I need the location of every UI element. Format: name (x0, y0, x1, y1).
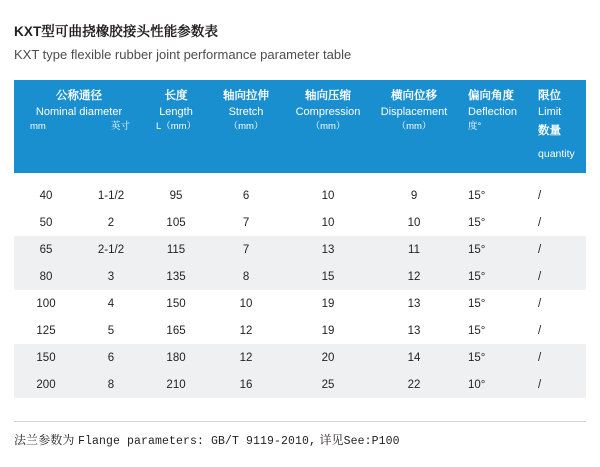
cell-nominal-diameter-mm: 65 (14, 236, 78, 263)
column-header-displacement-en: Displacement (380, 105, 448, 118)
cell-compression: 15 (284, 263, 372, 290)
column-header-limit-en: Limit (538, 105, 562, 118)
cell-displacement: 11 (372, 236, 456, 263)
cell-nominal-diameter-inch: 5 (78, 317, 144, 344)
column-header-compression-unit: （mm） (310, 121, 346, 133)
cell-stretch: 12 (208, 317, 284, 344)
cell-length: 95 (144, 182, 208, 209)
column-header-compression-en: Compression (295, 105, 361, 118)
cell-length: 150 (144, 290, 208, 317)
table-spacer (14, 173, 586, 182)
cell-compression: 10 (284, 182, 372, 209)
footer-note (14, 421, 586, 448)
cell-displacement: 12 (372, 263, 456, 290)
column-header-length-cn: 长度 (164, 90, 188, 103)
cell-limit: / (526, 209, 586, 236)
cell-length: 210 (144, 371, 208, 398)
cell-deflection: 15° (456, 263, 526, 290)
footer-note-page-ref: See:P100 (343, 435, 400, 449)
column-header-deflection-cn: 偏向角度 (468, 90, 515, 103)
cell-nominal-diameter-mm: 100 (14, 290, 78, 317)
cell-limit: / (526, 344, 586, 371)
cell-length: 105 (144, 209, 208, 236)
column-header-stretch-unit: （mm） (228, 121, 264, 133)
column-header-limit (526, 80, 586, 173)
table-header (14, 80, 586, 173)
cell-nominal-diameter-mm: 200 (14, 371, 78, 398)
table-row (14, 290, 586, 317)
cell-limit: / (526, 371, 586, 398)
cell-stretch: 7 (208, 236, 284, 263)
column-header-length (144, 80, 208, 173)
cell-stretch: 6 (208, 182, 284, 209)
column-header-deflection-unit: 度° (468, 121, 482, 133)
cell-deflection: 15° (456, 317, 526, 344)
cell-compression: 19 (284, 317, 372, 344)
cell-nominal-diameter-mm: 125 (14, 317, 78, 344)
table-row (14, 317, 586, 344)
cell-limit: / (526, 290, 586, 317)
cell-compression: 19 (284, 290, 372, 317)
cell-deflection: 15° (456, 236, 526, 263)
cell-compression: 25 (284, 371, 372, 398)
cell-nominal-diameter-inch: 2-1/2 (78, 236, 144, 263)
table-row (14, 236, 586, 263)
cell-nominal-diameter-mm: 40 (14, 182, 78, 209)
cell-stretch: 10 (208, 290, 284, 317)
column-header-nominal-diameter-en: Nominal diameter (35, 105, 123, 118)
cell-compression: 13 (284, 236, 372, 263)
cell-length: 135 (144, 263, 208, 290)
column-header-displacement (372, 80, 456, 173)
cell-displacement: 13 (372, 290, 456, 317)
cell-length: 115 (144, 236, 208, 263)
column-header-displacement-unit: （mm） (396, 121, 432, 133)
cell-deflection: 15° (456, 290, 526, 317)
cell-displacement: 9 (372, 182, 456, 209)
column-header-nominal-diameter (14, 80, 144, 173)
cell-limit: / (526, 263, 586, 290)
column-header-stretch-en: Stretch (228, 105, 264, 118)
cell-limit: / (526, 317, 586, 344)
cell-deflection: 10° (456, 371, 526, 398)
title-block (14, 0, 586, 64)
column-header-stretch (208, 80, 284, 173)
cell-displacement: 10 (372, 209, 456, 236)
cell-nominal-diameter-mm: 50 (14, 209, 78, 236)
cell-limit: / (526, 182, 586, 209)
column-header-limit-quantity-cn: 数量 (538, 125, 562, 138)
column-header-limit-quantity (538, 119, 584, 164)
cell-length: 165 (144, 317, 208, 344)
footer-note-cn-prefix: 法兰参数为 (14, 433, 75, 448)
cell-limit: / (526, 236, 586, 263)
page-title-cn: KXT型可曲挠橡胶接头性能参数表 (14, 24, 219, 39)
cell-nominal-diameter-inch: 2 (78, 209, 144, 236)
cell-nominal-diameter-inch: 1-1/2 (78, 182, 144, 209)
table-spacer-cell (14, 398, 586, 407)
column-header-limit-cn: 限位 (538, 90, 562, 103)
table-row (14, 344, 586, 371)
cell-deflection: 15° (456, 209, 526, 236)
cell-nominal-diameter-mm: 80 (14, 263, 78, 290)
cell-compression: 20 (284, 344, 372, 371)
specification-table (14, 80, 586, 407)
table-row (14, 371, 586, 398)
table-row (14, 182, 586, 209)
cell-displacement: 22 (372, 371, 456, 398)
column-header-nominal-diameter-cn: 公称通径 (56, 90, 102, 103)
cell-displacement: 14 (372, 344, 456, 371)
cell-nominal-diameter-mm: 150 (14, 344, 78, 371)
column-header-compression (284, 80, 372, 173)
column-header-deflection-en: Deflection (468, 105, 517, 118)
cell-displacement: 13 (372, 317, 456, 344)
cell-length: 180 (144, 344, 208, 371)
table-row (14, 209, 586, 236)
table-body (14, 173, 586, 407)
footer-note-standard: Flange parameters: GB/T 9119-2010, (77, 435, 316, 449)
cell-nominal-diameter-inch: 3 (78, 263, 144, 290)
cell-nominal-diameter-inch: 8 (78, 371, 144, 398)
column-header-displacement-cn: 横向位移 (391, 90, 438, 103)
footer-note-cn-mid: 详见 (319, 433, 344, 448)
cell-stretch: 8 (208, 263, 284, 290)
cell-stretch: 12 (208, 344, 284, 371)
table-row (14, 263, 586, 290)
column-header-length-en: Length (159, 105, 193, 118)
column-header-length-unit: L（mm） (155, 121, 197, 133)
column-header-deflection (456, 80, 526, 173)
cell-stretch: 7 (208, 209, 284, 236)
table-spacer-cell (14, 173, 586, 182)
column-header-stretch-cn: 轴向拉伸 (223, 90, 270, 103)
cell-deflection: 15° (456, 182, 526, 209)
column-header-limit-quantity-en: quantity (538, 147, 575, 160)
cell-stretch: 16 (208, 371, 284, 398)
cell-nominal-diameter-inch: 4 (78, 290, 144, 317)
cell-nominal-diameter-inch: 6 (78, 344, 144, 371)
cell-deflection: 15° (456, 344, 526, 371)
table-header-row (14, 80, 586, 173)
unit-mm: mm (30, 121, 46, 133)
column-header-compression-cn: 轴向压缩 (305, 90, 352, 103)
unit-inch: 英寸 (111, 121, 131, 133)
page-title-en: KXT type flexible rubber joint performance parameter table (14, 46, 352, 62)
table-spacer (14, 398, 586, 407)
cell-compression: 10 (284, 209, 372, 236)
